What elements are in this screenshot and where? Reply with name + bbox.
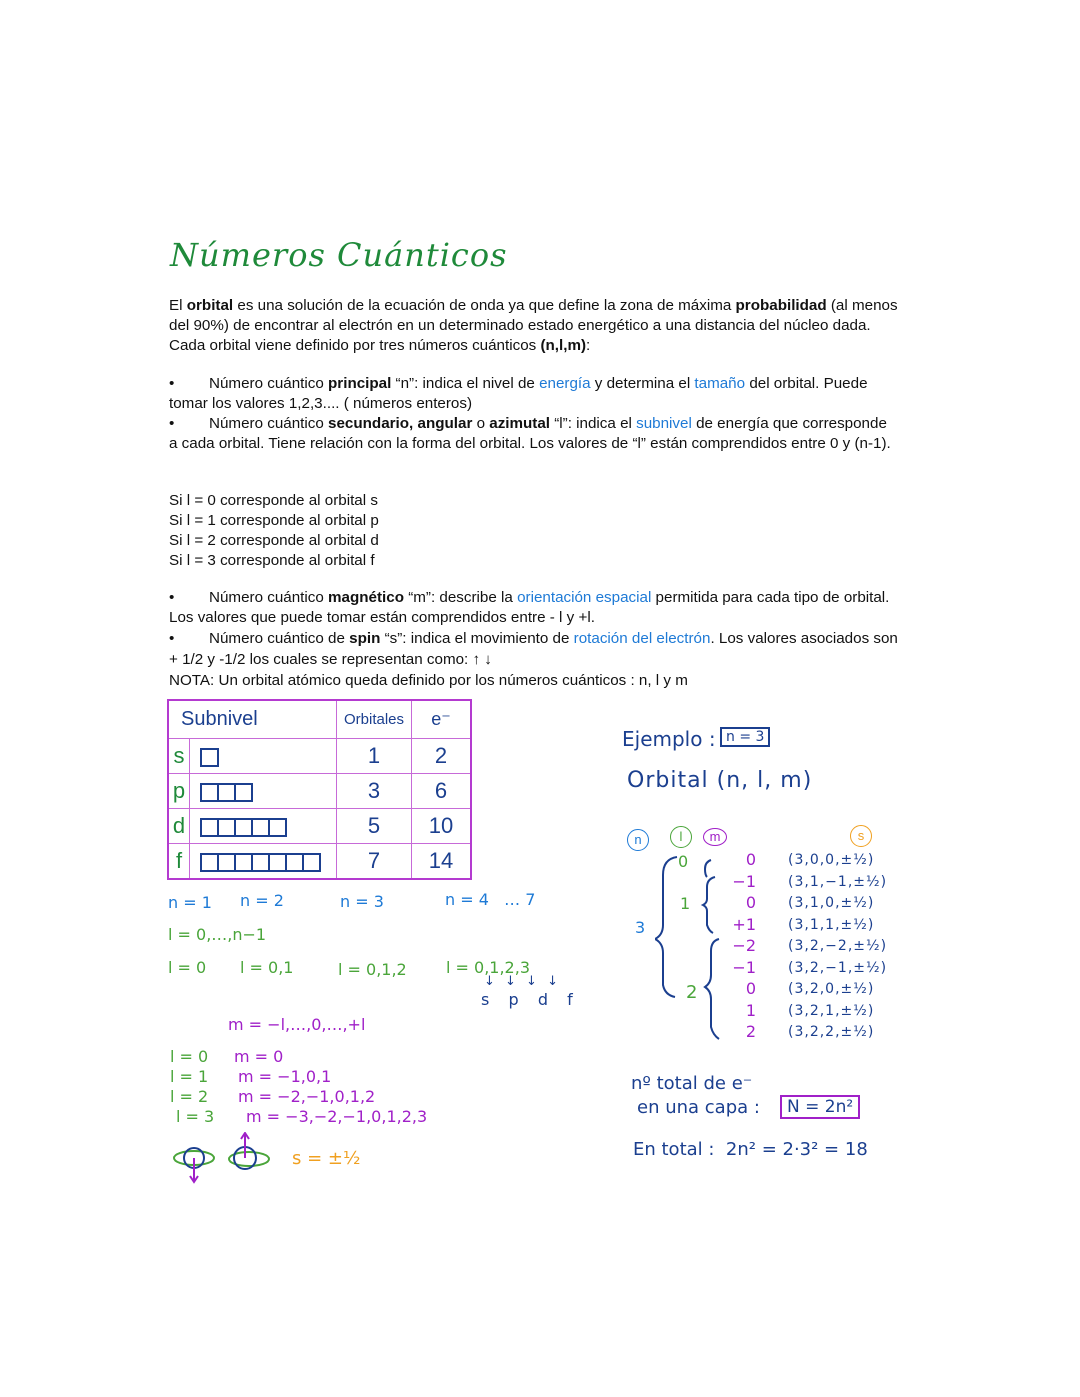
m-value: 1 xyxy=(745,1000,756,1020)
table-row xyxy=(168,844,471,880)
si-line: Si l = 3 corresponde al orbital f xyxy=(169,552,375,569)
bullet: • xyxy=(169,589,175,606)
m-values xyxy=(722,849,756,1043)
l-value: l = 0,1,2,3 xyxy=(446,958,530,977)
tuple: (3,1,1,±½) xyxy=(788,916,875,933)
bullet-secundario xyxy=(169,414,899,454)
text: “s”: indica el movimiento de xyxy=(380,630,574,647)
tuple: (3,2,−2,±½) xyxy=(788,938,888,954)
orbital-boxes xyxy=(190,809,337,844)
tuple: (3,2,2,±½) xyxy=(788,1024,875,1040)
bold-term: orbital xyxy=(186,297,234,314)
l-value: 1 xyxy=(680,894,691,913)
m-value: 0 xyxy=(745,979,756,998)
text: Número cuántico xyxy=(209,415,329,432)
l-rule: l = 0,…,n−1 xyxy=(168,925,267,944)
s-circle: s xyxy=(850,825,872,847)
m-rule: m = −l,…,0,…,+l xyxy=(228,1015,366,1034)
n-value: 3 xyxy=(635,918,646,937)
bullet-magnetico xyxy=(169,588,899,628)
orbital-boxes xyxy=(190,844,337,880)
m-value: −2 xyxy=(732,936,756,955)
table-header xyxy=(168,700,471,739)
electron-count: 6 xyxy=(412,774,472,809)
spin-rotation-icon xyxy=(170,1132,280,1184)
n-value: n = 4 … 7 xyxy=(445,890,536,909)
lm-pair xyxy=(170,1067,427,1087)
text: de energía que corresponde a cada orbital. Tiene relación con la forma del orbital. Los valores de “l” están comprendidos entre 0 y (n-1). xyxy=(169,415,891,452)
bold-term: magnético xyxy=(328,589,404,606)
lm-pair xyxy=(170,1047,427,1067)
orbitales-count: 7 xyxy=(337,844,412,880)
text: permitida para cada tipo de orbital. Los valores que puede tomar están comprendidos entre - l y +l. xyxy=(169,589,890,626)
subnivel-table xyxy=(167,699,472,880)
bold-term: azimutal xyxy=(489,415,551,432)
n-box: n = 3 xyxy=(720,727,770,747)
electron-count: 10 xyxy=(412,809,472,844)
orbital-boxes xyxy=(190,739,337,774)
subnivel-letter: p xyxy=(168,774,190,809)
header-orbitales: Orbitales xyxy=(337,700,412,739)
table-row xyxy=(168,809,471,844)
m-circle: m xyxy=(703,828,727,846)
text: es una solución de la ecuación de onda ya que define la zona de máxima xyxy=(233,297,736,314)
example-label: Ejemplo : xyxy=(622,727,716,751)
subnivel-letter: d xyxy=(168,809,190,844)
total-label: nº total de e⁻ xyxy=(631,1073,753,1094)
bold-term: principal xyxy=(328,375,392,392)
si-list xyxy=(169,491,899,571)
m-value: m = −3,−2,−1,0,1,2,3 xyxy=(246,1107,428,1126)
m-value: m = 0 xyxy=(234,1047,284,1066)
text: “m”: describe la xyxy=(403,589,518,606)
si-line: Si l = 0 corresponde al orbital s xyxy=(169,492,378,509)
lm-pair xyxy=(170,1107,427,1127)
bullet-spin xyxy=(169,628,899,670)
l-value: l = 1 xyxy=(170,1067,209,1086)
m-value: m = −1,0,1 xyxy=(238,1067,332,1086)
l-value: l = 0,1,2 xyxy=(338,960,407,979)
arrow-icons: ↓ ↓ ↓ ↓ xyxy=(484,974,561,989)
m-value: 0 xyxy=(745,850,756,869)
page-title: Números Cuánticos xyxy=(170,236,508,274)
subnivel-letter: s xyxy=(168,739,190,774)
bold-term: (n,l,m) xyxy=(540,337,587,354)
n-value: n = 1 xyxy=(168,893,212,912)
m-value: 0 xyxy=(745,893,756,912)
highlight: rotación del electrón xyxy=(573,630,711,647)
m-value: +1 xyxy=(732,914,756,934)
bold-term: spin xyxy=(349,630,381,647)
tuple: (3,2,0,±½) xyxy=(788,981,875,997)
m-value: m = −2,−1,0,1,2 xyxy=(238,1087,376,1106)
l-value: 0 xyxy=(678,852,689,871)
m-value: 2 xyxy=(745,1022,756,1041)
nota: NOTA: Un orbital atómico queda definido por los números cuánticos : n, l y m xyxy=(169,672,688,689)
electron-count: 14 xyxy=(412,844,472,880)
si-line: Si l = 2 corresponde al orbital d xyxy=(169,532,379,549)
total-label: en una capa : xyxy=(637,1097,760,1118)
electron-count: 2 xyxy=(412,739,472,774)
text: Número cuántico de xyxy=(209,630,350,647)
text: “l”: indica el xyxy=(550,415,637,432)
m-value: −1 xyxy=(732,871,756,891)
lm-pair xyxy=(170,1087,427,1107)
n-value: n = 2 xyxy=(240,891,284,910)
orbital-label: Orbital (n, l, m) xyxy=(627,768,813,793)
bullet: • xyxy=(169,415,175,432)
quantum-tuples xyxy=(788,850,887,1044)
l-value: l = 2 xyxy=(170,1087,209,1106)
n-value: n = 3 xyxy=(340,892,384,911)
text: “n”: indica el nivel de xyxy=(391,375,540,392)
table-row xyxy=(168,774,471,809)
highlight: energía xyxy=(539,375,591,392)
subnivel-letter: f xyxy=(168,844,190,880)
tuple: (3,1,−1,±½) xyxy=(788,873,888,890)
bold-term: probabilidad xyxy=(735,297,827,314)
text: Número cuántico xyxy=(209,375,329,392)
tuple: (3,2,−1,±½) xyxy=(788,959,888,976)
text: : xyxy=(586,337,591,354)
lm-pairs xyxy=(170,1047,427,1127)
orbital-boxes xyxy=(190,774,337,809)
highlight: subnivel xyxy=(636,415,692,432)
orbitales-count: 3 xyxy=(337,774,412,809)
l-value: l = 3 xyxy=(176,1107,215,1126)
orbitales-count: 1 xyxy=(337,739,412,774)
m-value: −1 xyxy=(732,957,756,977)
orbitales-count: 5 xyxy=(337,809,412,844)
spin-value: s = ±½ xyxy=(292,1148,361,1169)
text: o xyxy=(472,415,490,432)
text: del orbital. Puede tomar los valores 1,2,3.... ( números enteros) xyxy=(169,375,868,412)
l-value: 2 xyxy=(686,982,698,1003)
text: El xyxy=(169,297,187,314)
l-value: l = 0 xyxy=(170,1047,209,1066)
l-value: l = 0,1 xyxy=(240,958,294,977)
si-line: Si l = 1 corresponde al orbital p xyxy=(169,512,379,529)
en-total: En total : 2n² = 2·3² = 18 xyxy=(633,1139,868,1160)
bullet-principal xyxy=(169,374,899,414)
l-value: l = 0 xyxy=(168,958,207,977)
bold-term: secundario, angular xyxy=(328,415,473,432)
table-row xyxy=(168,739,471,774)
bullet: • xyxy=(169,630,175,647)
orbital-letters: s p d f xyxy=(481,990,576,1009)
formula-box: N = 2n² xyxy=(780,1095,860,1119)
text: (al menos del 90%) de encontrar al electrón en un determinado estado energético a una distancia del núcleo dada. Cada orbital viene definido por tres números cuánticos xyxy=(169,297,898,354)
text: . Los valores asociados son + 1/2 y -1/2 los cuales se representan como: ↑ ↓ xyxy=(169,630,898,668)
n-circle: n xyxy=(627,829,649,851)
highlight: orientación espacial xyxy=(517,589,652,606)
text: Número cuántico xyxy=(209,589,329,606)
header-subnivel: Subnivel xyxy=(168,700,337,739)
header-electrons: e⁻ xyxy=(412,700,472,739)
tuple: (3,2,1,±½) xyxy=(788,1002,875,1019)
l-circle: l xyxy=(670,826,692,848)
bullet: • xyxy=(169,375,175,392)
tuple: (3,0,0,±½) xyxy=(788,852,875,868)
highlight: tamaño xyxy=(694,375,746,392)
tuple: (3,1,0,±½) xyxy=(788,895,875,911)
intro-paragraph xyxy=(169,296,899,356)
text: y determina el xyxy=(590,375,695,392)
